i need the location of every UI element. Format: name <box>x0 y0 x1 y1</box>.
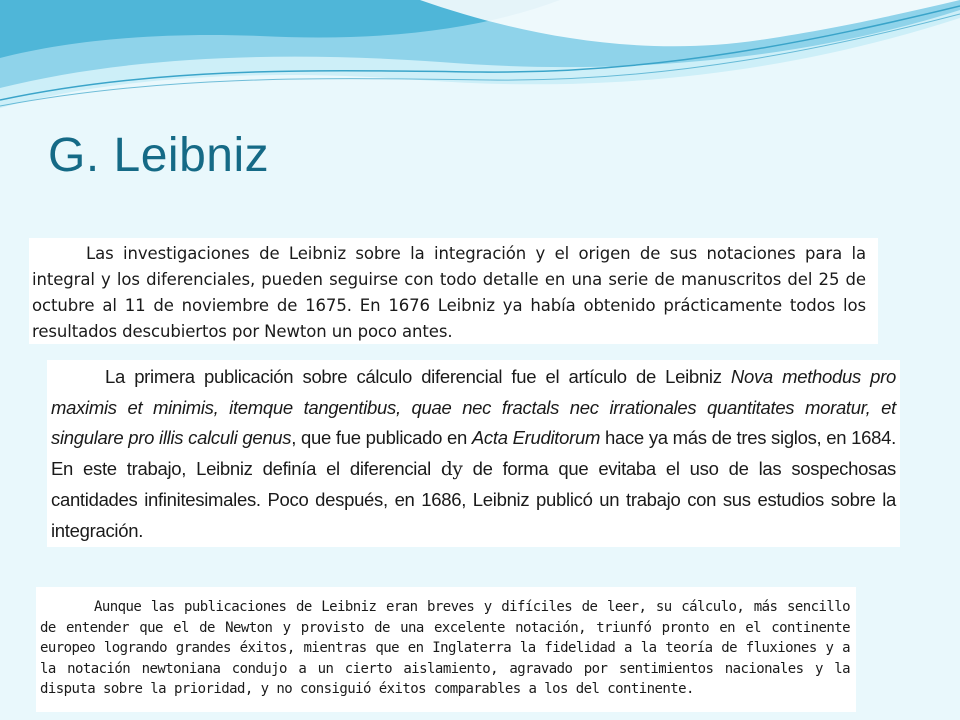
excerpt-2-journal-name: Acta Eruditorum <box>471 427 601 448</box>
excerpt-2-paragraph <box>51 362 896 546</box>
excerpt-2-text-part1: La primera publicación sobre cálculo diferencial fue el artículo de Leibniz <box>105 366 731 387</box>
excerpt-2-text-part3: hace ya más de tres siglos, en 1684. En este trabajo, Leibniz definía el diferencial <box>51 427 896 479</box>
excerpt-1-paragraph: Las investigaciones de Leibniz sobre la integración y el origen de sus notaciones para la integral y los diferenciales, pueden seguirse con todo detalle en una serie de manuscritos del 25 de octubre al 11 de noviembre de 1675. En 1676 Leibniz ya había obtenido prácticamente todos los resultados descubiertos por Newton un poco antes. <box>32 244 866 341</box>
excerpt-2-math-dy: dy <box>440 458 463 480</box>
slide-title: G. Leibniz <box>48 129 270 182</box>
excerpt-3-paragraph: Aunque las publicaciones de Leibniz eran breves y difíciles de leer, su cálculo, más sencillo de entender que el de Newton y provisto de una excelente notación, triunfó pronto en el continente europeo logrando grandes éxitos, mientras que en Inglaterra la fidelidad a la teoría de fluxiones y a la notación newtoniana condujo a un cierto aislamiento, agravado por sentimientos nacionales y la disputa sobre la prioridad, y no consiguió éxitos comparables a los del continente. <box>40 599 850 697</box>
excerpt-aunque-publicaciones <box>36 587 856 712</box>
excerpt-2-text-part4: de forma que evitaba el uso de las sospechosas cantidades infinitesimales. Poco después, en 1686, Leibniz publicó un trabajo con sus estudios sobre la integración. <box>51 457 897 541</box>
header-wave-decoration <box>0 0 960 120</box>
excerpt-2-article-title: Nova methodus pro maximis et minimis, itemque tangentibus, quae nec fractals nec irrationales quantitates moratur, et singulare pro illis calculi genus <box>51 366 896 448</box>
excerpt-2-text-part2: , que fue publicado en <box>291 427 472 448</box>
excerpt-primera-publicacion <box>47 360 900 547</box>
excerpt-investigaciones <box>29 238 878 344</box>
